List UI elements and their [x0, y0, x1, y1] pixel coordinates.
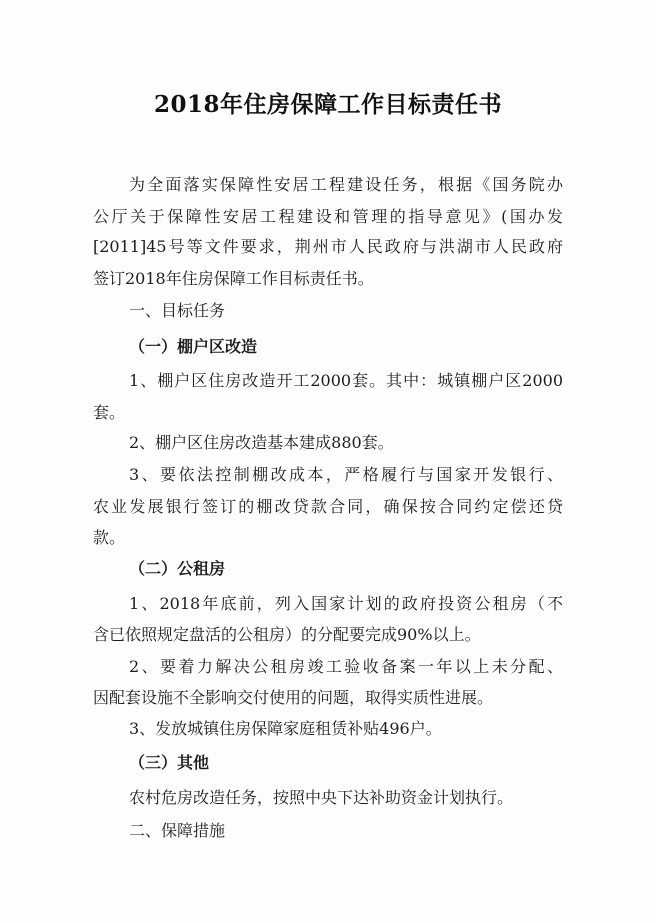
sub2-item2-line1: 2、要着力解决公租房竣工验收备案一年以上未分配、: [129, 657, 563, 676]
sub2-item3: 3、发放城镇住房保障家庭租赁补贴496户。: [129, 719, 442, 738]
sub1-item3-line2: 农业发展银行签订的棚改贷款合同，确保按合同约定偿还贷: [93, 497, 563, 516]
sub3-item1: 农村危房改造任务，按照中央下达补助资金计划执行。: [129, 788, 514, 807]
sub1-item1-line2: 套。: [93, 403, 126, 422]
subsection-1-heading: （一）棚户区改造: [129, 337, 258, 356]
sub1-item1-line1: 1、棚户区住房改造开工2000套。其中：城镇棚户区2000: [129, 371, 563, 390]
subsection-3-heading: （三）其他: [129, 753, 210, 772]
sub2-item2-line2: 因配套设施不全影响交付使用的问题，取得实质性进展。: [93, 688, 494, 707]
intro-line-4: 签订2018年住房保障工作目标责任书。: [93, 269, 374, 288]
intro-line-1: 为全面落实保障性安居工程建设任务，根据《国务院办: [129, 175, 563, 194]
sub1-item3-line3: 款。: [93, 528, 126, 547]
intro-line-3: [2011]45号等文件要求，荆州市人民政府与洪湖市人民政府: [93, 237, 563, 256]
sub2-item1-line2: 含已依照规定盘活的公租房）的分配要完成90%以上。: [93, 625, 481, 644]
sub1-item3-line1: 3、要依法控制棚改成本，严格履行与国家开发银行、: [129, 465, 563, 484]
document-title: 2018年住房保障工作目标责任书: [153, 91, 502, 118]
section-2-heading: 二、保障措施: [129, 821, 226, 840]
section-1-heading: 一、目标任务: [129, 301, 226, 320]
sub1-item2: 2、棚户区住房改造基本建成880套。: [129, 433, 394, 452]
sub2-item1-line1: 1、2018年底前，列入国家计划的政府投资公租房（不: [129, 594, 563, 613]
intro-line-2: 公厅关于保障性安居工程建设和管理的指导意见》(国办发: [93, 207, 563, 226]
subsection-2-heading: （二）公租房: [129, 559, 226, 578]
